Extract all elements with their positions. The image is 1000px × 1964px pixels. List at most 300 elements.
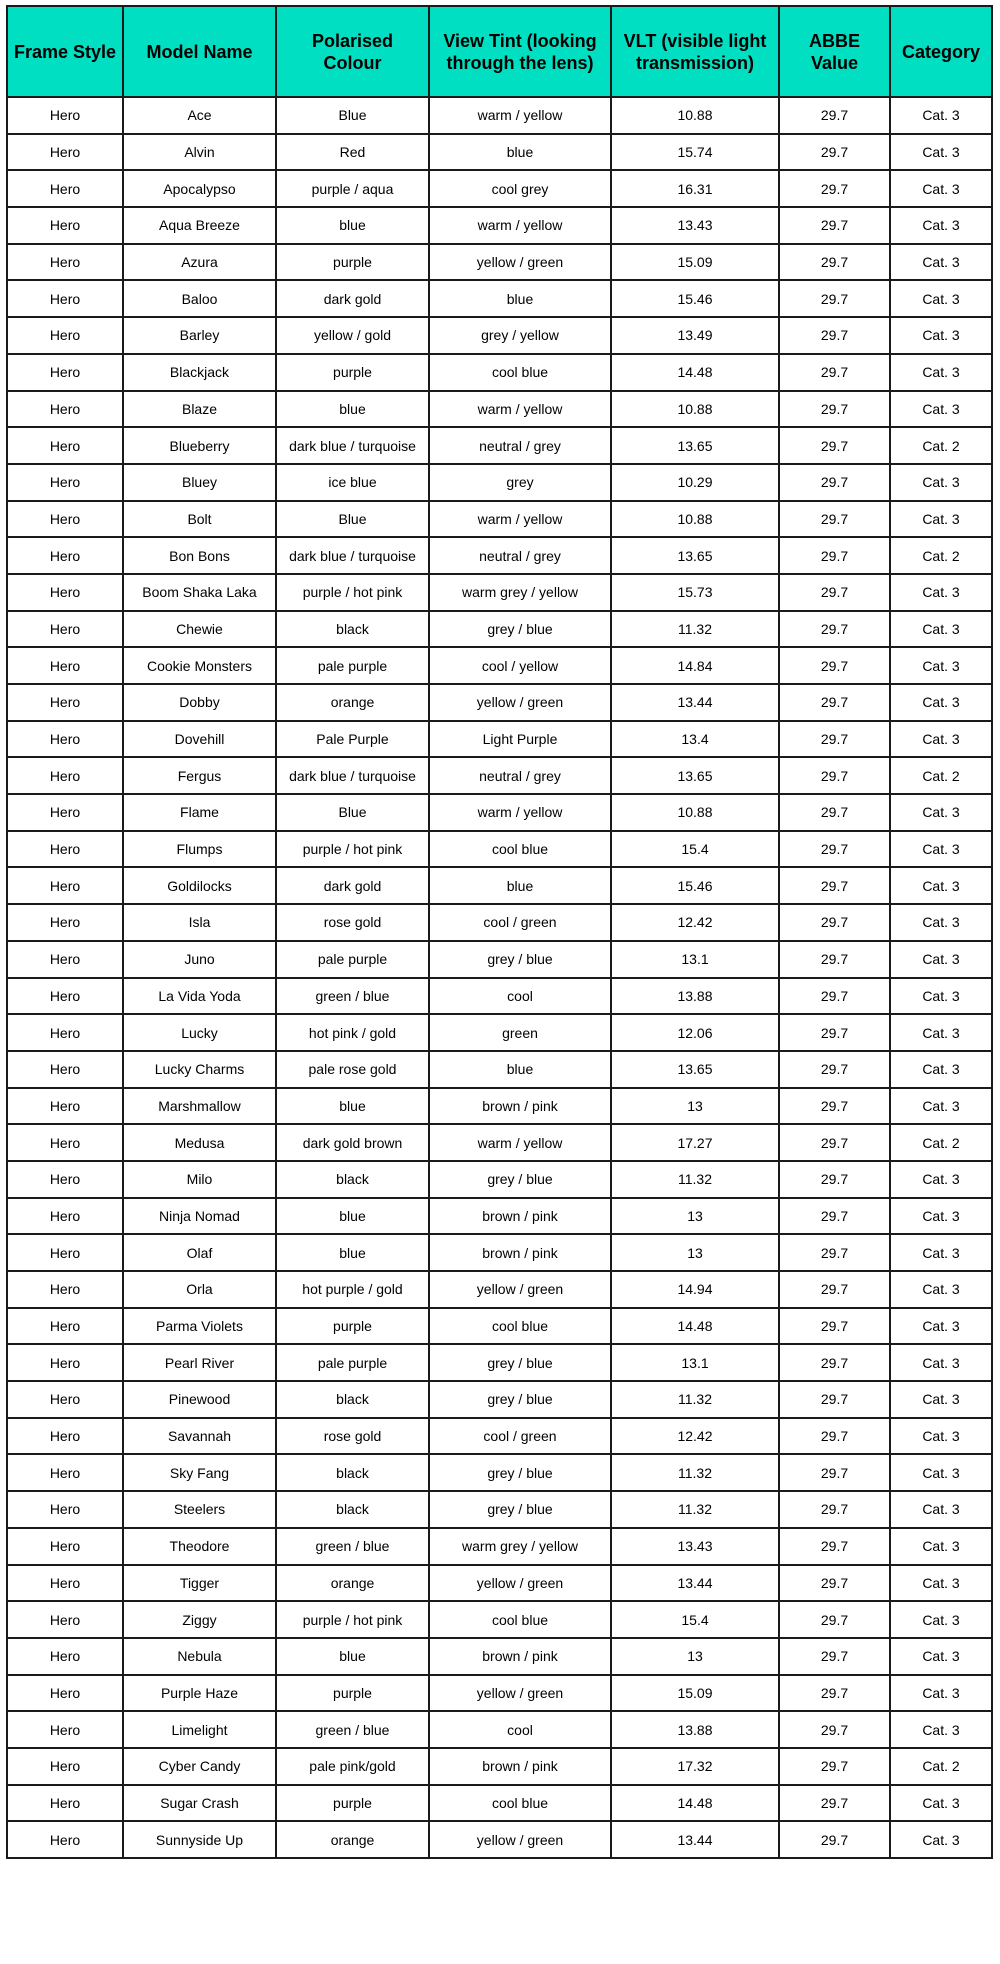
vlt-cell: 13.44 bbox=[611, 684, 779, 721]
abbe-value-cell: 29.7 bbox=[779, 757, 890, 794]
frame-style-cell: Hero bbox=[7, 207, 123, 244]
category-cell: Cat. 3 bbox=[890, 611, 992, 648]
vlt-cell: 13.44 bbox=[611, 1565, 779, 1602]
model-name-cell: Bolt bbox=[123, 501, 276, 538]
view-tint-cell: grey / blue bbox=[429, 611, 611, 648]
polarised-colour-cell: green / blue bbox=[276, 978, 429, 1015]
vlt-cell: 14.48 bbox=[611, 354, 779, 391]
model-name-cell: Ziggy bbox=[123, 1601, 276, 1638]
model-name-cell: Savannah bbox=[123, 1418, 276, 1455]
abbe-value-cell: 29.7 bbox=[779, 721, 890, 758]
polarised-colour-cell: green / blue bbox=[276, 1528, 429, 1565]
polarised-colour-cell: ice blue bbox=[276, 464, 429, 501]
table-row bbox=[7, 978, 992, 1015]
frame-style-cell: Hero bbox=[7, 1088, 123, 1125]
table-body bbox=[7, 97, 992, 1858]
model-name-cell: Ace bbox=[123, 97, 276, 134]
category-cell: Cat. 3 bbox=[890, 280, 992, 317]
view-tint-cell: cool grey bbox=[429, 170, 611, 207]
table-row bbox=[7, 280, 992, 317]
column-header-view-tint: View Tint (looking through the lens) bbox=[429, 6, 611, 97]
frame-style-cell: Hero bbox=[7, 1271, 123, 1308]
abbe-value-cell: 29.7 bbox=[779, 1344, 890, 1381]
polarised-colour-cell: rose gold bbox=[276, 1418, 429, 1455]
view-tint-cell: grey / yellow bbox=[429, 317, 611, 354]
table-row bbox=[7, 1638, 992, 1675]
abbe-value-cell: 29.7 bbox=[779, 1051, 890, 1088]
model-name-cell: Ninja Nomad bbox=[123, 1198, 276, 1235]
table-row bbox=[7, 1601, 992, 1638]
category-cell: Cat. 2 bbox=[890, 757, 992, 794]
polarised-colour-cell: black bbox=[276, 611, 429, 648]
view-tint-cell: brown / pink bbox=[429, 1748, 611, 1785]
view-tint-cell: blue bbox=[429, 280, 611, 317]
column-header-abbe-value: ABBE Value bbox=[779, 6, 890, 97]
vlt-cell: 11.32 bbox=[611, 1381, 779, 1418]
vlt-cell: 14.48 bbox=[611, 1308, 779, 1345]
view-tint-cell: yellow / green bbox=[429, 1821, 611, 1858]
model-name-cell: Purple Haze bbox=[123, 1675, 276, 1712]
abbe-value-cell: 29.7 bbox=[779, 207, 890, 244]
model-name-cell: Sunnyside Up bbox=[123, 1821, 276, 1858]
vlt-cell: 13.4 bbox=[611, 721, 779, 758]
vlt-cell: 16.31 bbox=[611, 170, 779, 207]
table-row bbox=[7, 1454, 992, 1491]
table-row bbox=[7, 867, 992, 904]
model-name-cell: Chewie bbox=[123, 611, 276, 648]
frame-style-cell: Hero bbox=[7, 941, 123, 978]
category-cell: Cat. 3 bbox=[890, 1491, 992, 1528]
view-tint-cell: Light Purple bbox=[429, 721, 611, 758]
category-cell: Cat. 2 bbox=[890, 537, 992, 574]
table-row bbox=[7, 354, 992, 391]
abbe-value-cell: 29.7 bbox=[779, 1234, 890, 1271]
category-cell: Cat. 3 bbox=[890, 207, 992, 244]
table-row bbox=[7, 244, 992, 281]
frame-style-cell: Hero bbox=[7, 1821, 123, 1858]
polarised-colour-cell: pale purple bbox=[276, 647, 429, 684]
frame-style-cell: Hero bbox=[7, 427, 123, 464]
category-cell: Cat. 3 bbox=[890, 574, 992, 611]
category-cell: Cat. 3 bbox=[890, 1454, 992, 1491]
polarised-colour-cell: dark gold bbox=[276, 867, 429, 904]
model-name-cell: Isla bbox=[123, 904, 276, 941]
vlt-cell: 13.49 bbox=[611, 317, 779, 354]
view-tint-cell: cool blue bbox=[429, 831, 611, 868]
vlt-cell: 13.1 bbox=[611, 1344, 779, 1381]
vlt-cell: 17.32 bbox=[611, 1748, 779, 1785]
category-cell: Cat. 3 bbox=[890, 1161, 992, 1198]
view-tint-cell: blue bbox=[429, 867, 611, 904]
polarised-colour-cell: pale rose gold bbox=[276, 1051, 429, 1088]
polarised-colour-cell: Blue bbox=[276, 501, 429, 538]
model-name-cell: Fergus bbox=[123, 757, 276, 794]
polarised-colour-cell: purple / aqua bbox=[276, 170, 429, 207]
column-header-polarised-colour: Polarised Colour bbox=[276, 6, 429, 97]
polarised-colour-cell: purple / hot pink bbox=[276, 1601, 429, 1638]
lens-specification-table-container bbox=[6, 5, 993, 1859]
model-name-cell: Juno bbox=[123, 941, 276, 978]
view-tint-cell: brown / pink bbox=[429, 1234, 611, 1271]
vlt-cell: 11.32 bbox=[611, 1454, 779, 1491]
category-cell: Cat. 2 bbox=[890, 427, 992, 464]
abbe-value-cell: 29.7 bbox=[779, 1748, 890, 1785]
vlt-cell: 15.73 bbox=[611, 574, 779, 611]
category-cell: Cat. 3 bbox=[890, 1565, 992, 1602]
abbe-value-cell: 29.7 bbox=[779, 1711, 890, 1748]
frame-style-cell: Hero bbox=[7, 1785, 123, 1822]
table-row bbox=[7, 501, 992, 538]
polarised-colour-cell: Blue bbox=[276, 97, 429, 134]
frame-style-cell: Hero bbox=[7, 1528, 123, 1565]
abbe-value-cell: 29.7 bbox=[779, 537, 890, 574]
table-row bbox=[7, 721, 992, 758]
frame-style-cell: Hero bbox=[7, 1234, 123, 1271]
abbe-value-cell: 29.7 bbox=[779, 391, 890, 428]
vlt-cell: 13.65 bbox=[611, 537, 779, 574]
abbe-value-cell: 29.7 bbox=[779, 941, 890, 978]
view-tint-cell: neutral / grey bbox=[429, 537, 611, 574]
model-name-cell: Blackjack bbox=[123, 354, 276, 391]
abbe-value-cell: 29.7 bbox=[779, 831, 890, 868]
view-tint-cell: cool bbox=[429, 1711, 611, 1748]
vlt-cell: 14.84 bbox=[611, 647, 779, 684]
abbe-value-cell: 29.7 bbox=[779, 1088, 890, 1125]
polarised-colour-cell: Pale Purple bbox=[276, 721, 429, 758]
table-header bbox=[7, 6, 992, 97]
abbe-value-cell: 29.7 bbox=[779, 1308, 890, 1345]
polarised-colour-cell: orange bbox=[276, 684, 429, 721]
frame-style-cell: Hero bbox=[7, 831, 123, 868]
vlt-cell: 12.42 bbox=[611, 1418, 779, 1455]
model-name-cell: Dovehill bbox=[123, 721, 276, 758]
abbe-value-cell: 29.7 bbox=[779, 1014, 890, 1051]
abbe-value-cell: 29.7 bbox=[779, 1601, 890, 1638]
frame-style-cell: Hero bbox=[7, 1124, 123, 1161]
table-row bbox=[7, 207, 992, 244]
vlt-cell: 17.27 bbox=[611, 1124, 779, 1161]
frame-style-cell: Hero bbox=[7, 1601, 123, 1638]
vlt-cell: 11.32 bbox=[611, 1491, 779, 1528]
table-row bbox=[7, 1161, 992, 1198]
frame-style-cell: Hero bbox=[7, 501, 123, 538]
table-row bbox=[7, 1418, 992, 1455]
column-header-vlt: VLT (visible light transmission) bbox=[611, 6, 779, 97]
category-cell: Cat. 3 bbox=[890, 391, 992, 428]
vlt-cell: 12.42 bbox=[611, 904, 779, 941]
polarised-colour-cell: purple / hot pink bbox=[276, 831, 429, 868]
vlt-cell: 10.88 bbox=[611, 794, 779, 831]
category-cell: Cat. 3 bbox=[890, 1785, 992, 1822]
category-cell: Cat. 3 bbox=[890, 867, 992, 904]
table-row bbox=[7, 941, 992, 978]
vlt-cell: 13.88 bbox=[611, 1711, 779, 1748]
vlt-cell: 10.88 bbox=[611, 391, 779, 428]
view-tint-cell: cool bbox=[429, 978, 611, 1015]
abbe-value-cell: 29.7 bbox=[779, 427, 890, 464]
view-tint-cell: grey / blue bbox=[429, 941, 611, 978]
frame-style-cell: Hero bbox=[7, 1565, 123, 1602]
table-row bbox=[7, 97, 992, 134]
polarised-colour-cell: hot purple / gold bbox=[276, 1271, 429, 1308]
frame-style-cell: Hero bbox=[7, 391, 123, 428]
frame-style-cell: Hero bbox=[7, 317, 123, 354]
abbe-value-cell: 29.7 bbox=[779, 464, 890, 501]
model-name-cell: Sky Fang bbox=[123, 1454, 276, 1491]
model-name-cell: Flumps bbox=[123, 831, 276, 868]
polarised-colour-cell: purple / hot pink bbox=[276, 574, 429, 611]
model-name-cell: Orla bbox=[123, 1271, 276, 1308]
table-row bbox=[7, 1785, 992, 1822]
view-tint-cell: blue bbox=[429, 1051, 611, 1088]
model-name-cell: Nebula bbox=[123, 1638, 276, 1675]
polarised-colour-cell: dark gold bbox=[276, 280, 429, 317]
model-name-cell: Goldilocks bbox=[123, 867, 276, 904]
model-name-cell: Theodore bbox=[123, 1528, 276, 1565]
abbe-value-cell: 29.7 bbox=[779, 1418, 890, 1455]
vlt-cell: 15.46 bbox=[611, 867, 779, 904]
table-row bbox=[7, 1491, 992, 1528]
polarised-colour-cell: Blue bbox=[276, 794, 429, 831]
view-tint-cell: grey / blue bbox=[429, 1491, 611, 1528]
vlt-cell: 14.94 bbox=[611, 1271, 779, 1308]
abbe-value-cell: 29.7 bbox=[779, 354, 890, 391]
category-cell: Cat. 3 bbox=[890, 1014, 992, 1051]
frame-style-cell: Hero bbox=[7, 647, 123, 684]
polarised-colour-cell: blue bbox=[276, 207, 429, 244]
view-tint-cell: warm grey / yellow bbox=[429, 574, 611, 611]
vlt-cell: 15.46 bbox=[611, 280, 779, 317]
model-name-cell: Bluey bbox=[123, 464, 276, 501]
polarised-colour-cell: dark blue / turquoise bbox=[276, 427, 429, 464]
model-name-cell: Olaf bbox=[123, 1234, 276, 1271]
view-tint-cell: grey / blue bbox=[429, 1381, 611, 1418]
model-name-cell: Medusa bbox=[123, 1124, 276, 1161]
model-name-cell: Cyber Candy bbox=[123, 1748, 276, 1785]
model-name-cell: Barley bbox=[123, 317, 276, 354]
category-cell: Cat. 3 bbox=[890, 1821, 992, 1858]
frame-style-cell: Hero bbox=[7, 684, 123, 721]
table-row bbox=[7, 427, 992, 464]
model-name-cell: Cookie Monsters bbox=[123, 647, 276, 684]
abbe-value-cell: 29.7 bbox=[779, 574, 890, 611]
vlt-cell: 10.88 bbox=[611, 97, 779, 134]
frame-style-cell: Hero bbox=[7, 1014, 123, 1051]
table-row bbox=[7, 574, 992, 611]
table-row bbox=[7, 1344, 992, 1381]
table-row bbox=[7, 757, 992, 794]
frame-style-cell: Hero bbox=[7, 1308, 123, 1345]
frame-style-cell: Hero bbox=[7, 1381, 123, 1418]
category-cell: Cat. 3 bbox=[890, 244, 992, 281]
abbe-value-cell: 29.7 bbox=[779, 1528, 890, 1565]
category-cell: Cat. 3 bbox=[890, 684, 992, 721]
abbe-value-cell: 29.7 bbox=[779, 684, 890, 721]
model-name-cell: Blueberry bbox=[123, 427, 276, 464]
view-tint-cell: warm / yellow bbox=[429, 1124, 611, 1161]
abbe-value-cell: 29.7 bbox=[779, 317, 890, 354]
table-row bbox=[7, 647, 992, 684]
category-cell: Cat. 3 bbox=[890, 501, 992, 538]
vlt-cell: 13 bbox=[611, 1088, 779, 1125]
category-cell: Cat. 3 bbox=[890, 1308, 992, 1345]
header-row bbox=[7, 6, 992, 97]
abbe-value-cell: 29.7 bbox=[779, 1381, 890, 1418]
polarised-colour-cell: blue bbox=[276, 1088, 429, 1125]
polarised-colour-cell: black bbox=[276, 1491, 429, 1528]
category-cell: Cat. 3 bbox=[890, 134, 992, 171]
category-cell: Cat. 3 bbox=[890, 1675, 992, 1712]
frame-style-cell: Hero bbox=[7, 1198, 123, 1235]
abbe-value-cell: 29.7 bbox=[779, 1454, 890, 1491]
table-row bbox=[7, 831, 992, 868]
polarised-colour-cell: blue bbox=[276, 1198, 429, 1235]
frame-style-cell: Hero bbox=[7, 1638, 123, 1675]
view-tint-cell: warm / yellow bbox=[429, 97, 611, 134]
vlt-cell: 10.29 bbox=[611, 464, 779, 501]
vlt-cell: 13.43 bbox=[611, 207, 779, 244]
table-row bbox=[7, 1711, 992, 1748]
frame-style-cell: Hero bbox=[7, 1051, 123, 1088]
table-row bbox=[7, 1124, 992, 1161]
category-cell: Cat. 3 bbox=[890, 354, 992, 391]
abbe-value-cell: 29.7 bbox=[779, 867, 890, 904]
view-tint-cell: warm / yellow bbox=[429, 794, 611, 831]
model-name-cell: Aqua Breeze bbox=[123, 207, 276, 244]
frame-style-cell: Hero bbox=[7, 134, 123, 171]
category-cell: Cat. 3 bbox=[890, 647, 992, 684]
frame-style-cell: Hero bbox=[7, 757, 123, 794]
view-tint-cell: neutral / grey bbox=[429, 757, 611, 794]
polarised-colour-cell: black bbox=[276, 1381, 429, 1418]
view-tint-cell: yellow / green bbox=[429, 1675, 611, 1712]
polarised-colour-cell: pale purple bbox=[276, 1344, 429, 1381]
frame-style-cell: Hero bbox=[7, 904, 123, 941]
frame-style-cell: Hero bbox=[7, 170, 123, 207]
model-name-cell: Steelers bbox=[123, 1491, 276, 1528]
table-row bbox=[7, 1088, 992, 1125]
abbe-value-cell: 29.7 bbox=[779, 611, 890, 648]
category-cell: Cat. 3 bbox=[890, 1271, 992, 1308]
table-row bbox=[7, 1051, 992, 1088]
frame-style-cell: Hero bbox=[7, 1418, 123, 1455]
model-name-cell: Sugar Crash bbox=[123, 1785, 276, 1822]
view-tint-cell: yellow / green bbox=[429, 244, 611, 281]
abbe-value-cell: 29.7 bbox=[779, 1675, 890, 1712]
model-name-cell: Alvin bbox=[123, 134, 276, 171]
polarised-colour-cell: purple bbox=[276, 244, 429, 281]
category-cell: Cat. 3 bbox=[890, 721, 992, 758]
category-cell: Cat. 3 bbox=[890, 317, 992, 354]
frame-style-cell: Hero bbox=[7, 1491, 123, 1528]
abbe-value-cell: 29.7 bbox=[779, 134, 890, 171]
view-tint-cell: cool / green bbox=[429, 904, 611, 941]
table-row bbox=[7, 794, 992, 831]
abbe-value-cell: 29.7 bbox=[779, 647, 890, 684]
polarised-colour-cell: orange bbox=[276, 1821, 429, 1858]
abbe-value-cell: 29.7 bbox=[779, 1198, 890, 1235]
model-name-cell: Parma Violets bbox=[123, 1308, 276, 1345]
polarised-colour-cell: blue bbox=[276, 1638, 429, 1675]
frame-style-cell: Hero bbox=[7, 1344, 123, 1381]
model-name-cell: Flame bbox=[123, 794, 276, 831]
vlt-cell: 12.06 bbox=[611, 1014, 779, 1051]
vlt-cell: 11.32 bbox=[611, 1161, 779, 1198]
abbe-value-cell: 29.7 bbox=[779, 501, 890, 538]
view-tint-cell: green bbox=[429, 1014, 611, 1051]
frame-style-cell: Hero bbox=[7, 611, 123, 648]
abbe-value-cell: 29.7 bbox=[779, 170, 890, 207]
view-tint-cell: yellow / green bbox=[429, 1565, 611, 1602]
view-tint-cell: brown / pink bbox=[429, 1638, 611, 1675]
polarised-colour-cell: pale pink/gold bbox=[276, 1748, 429, 1785]
abbe-value-cell: 29.7 bbox=[779, 1565, 890, 1602]
category-cell: Cat. 3 bbox=[890, 1381, 992, 1418]
table-row bbox=[7, 1014, 992, 1051]
polarised-colour-cell: dark blue / turquoise bbox=[276, 537, 429, 574]
abbe-value-cell: 29.7 bbox=[779, 1271, 890, 1308]
abbe-value-cell: 29.7 bbox=[779, 97, 890, 134]
view-tint-cell: yellow / green bbox=[429, 684, 611, 721]
category-cell: Cat. 3 bbox=[890, 170, 992, 207]
polarised-colour-cell: purple bbox=[276, 1675, 429, 1712]
abbe-value-cell: 29.7 bbox=[779, 1638, 890, 1675]
polarised-colour-cell: blue bbox=[276, 1234, 429, 1271]
polarised-colour-cell: purple bbox=[276, 1308, 429, 1345]
abbe-value-cell: 29.7 bbox=[779, 280, 890, 317]
vlt-cell: 13.44 bbox=[611, 1821, 779, 1858]
category-cell: Cat. 3 bbox=[890, 1638, 992, 1675]
polarised-colour-cell: rose gold bbox=[276, 904, 429, 941]
table-row bbox=[7, 170, 992, 207]
category-cell: Cat. 3 bbox=[890, 978, 992, 1015]
abbe-value-cell: 29.7 bbox=[779, 978, 890, 1015]
table-row bbox=[7, 1675, 992, 1712]
vlt-cell: 13.88 bbox=[611, 978, 779, 1015]
frame-style-cell: Hero bbox=[7, 464, 123, 501]
table-row bbox=[7, 1234, 992, 1271]
column-header-model-name: Model Name bbox=[123, 6, 276, 97]
category-cell: Cat. 3 bbox=[890, 464, 992, 501]
view-tint-cell: yellow / green bbox=[429, 1271, 611, 1308]
category-cell: Cat. 3 bbox=[890, 1088, 992, 1125]
view-tint-cell: cool blue bbox=[429, 1308, 611, 1345]
category-cell: Cat. 2 bbox=[890, 1124, 992, 1161]
frame-style-cell: Hero bbox=[7, 574, 123, 611]
category-cell: Cat. 3 bbox=[890, 1528, 992, 1565]
polarised-colour-cell: yellow / gold bbox=[276, 317, 429, 354]
view-tint-cell: warm / yellow bbox=[429, 207, 611, 244]
polarised-colour-cell: black bbox=[276, 1161, 429, 1198]
polarised-colour-cell: black bbox=[276, 1454, 429, 1491]
vlt-cell: 13.1 bbox=[611, 941, 779, 978]
table-row bbox=[7, 464, 992, 501]
view-tint-cell: warm / yellow bbox=[429, 391, 611, 428]
category-cell: Cat. 3 bbox=[890, 1344, 992, 1381]
abbe-value-cell: 29.7 bbox=[779, 794, 890, 831]
vlt-cell: 11.32 bbox=[611, 611, 779, 648]
category-cell: Cat. 2 bbox=[890, 1748, 992, 1785]
table-row bbox=[7, 1308, 992, 1345]
abbe-value-cell: 29.7 bbox=[779, 1124, 890, 1161]
view-tint-cell: neutral / grey bbox=[429, 427, 611, 464]
table-row bbox=[7, 391, 992, 428]
vlt-cell: 15.09 bbox=[611, 244, 779, 281]
frame-style-cell: Hero bbox=[7, 867, 123, 904]
frame-style-cell: Hero bbox=[7, 1748, 123, 1785]
polarised-colour-cell: Red bbox=[276, 134, 429, 171]
category-cell: Cat. 3 bbox=[890, 831, 992, 868]
